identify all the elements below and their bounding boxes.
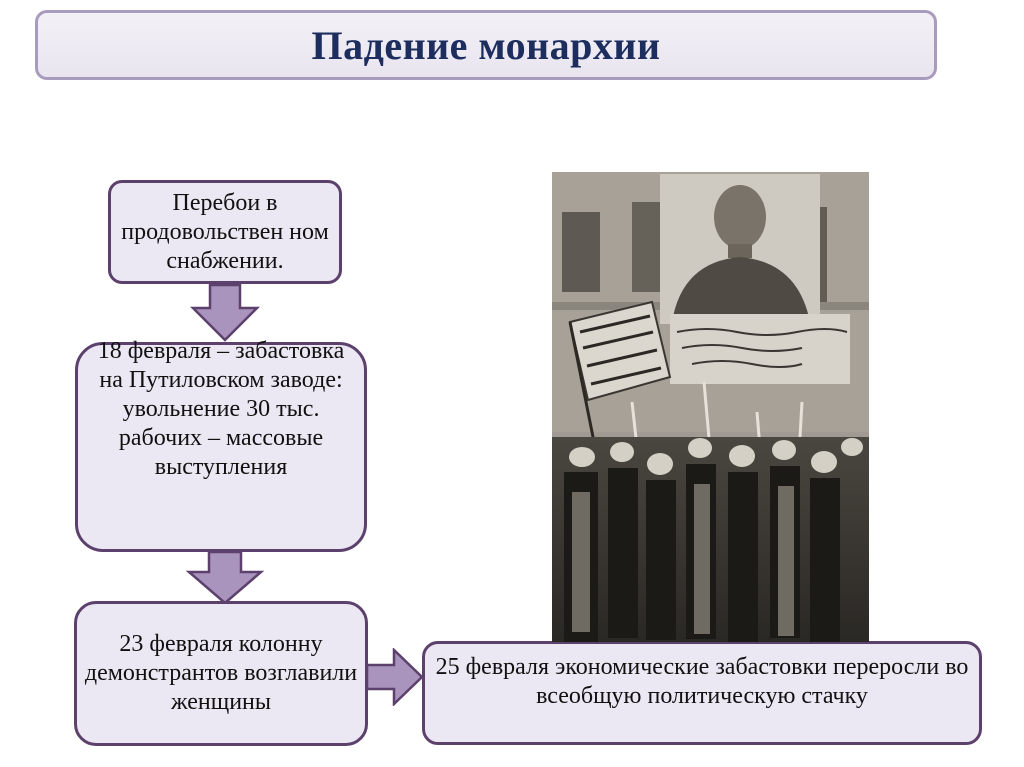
general-strike-text: 25 февраля экономические забастовки переросли во всеобщую политическую стачку — [435, 654, 969, 709]
general-strike-box — [422, 641, 982, 745]
down-arrow-icon — [185, 552, 265, 604]
women-demonstration-box — [74, 601, 368, 746]
slide-title: Падение монархии — [311, 22, 661, 68]
right-arrow-icon — [366, 648, 424, 706]
putilov-strike-box — [75, 338, 367, 552]
historical-photo — [552, 172, 869, 642]
title-box — [35, 10, 937, 80]
putilov-strike-text: 18 февраля – забастовка на Путиловском заводе: увольнение 30 тыс. рабочих – массовые выступления — [97, 338, 345, 480]
women-demonstration-text: 23 февраля колонну демонстрантов возглавили женщины — [84, 631, 358, 715]
food-shortage-text: Перебои в продовольствен ном снабжении. — [121, 189, 329, 274]
down-arrow-icon — [190, 284, 260, 342]
food-shortage-box — [108, 180, 342, 284]
